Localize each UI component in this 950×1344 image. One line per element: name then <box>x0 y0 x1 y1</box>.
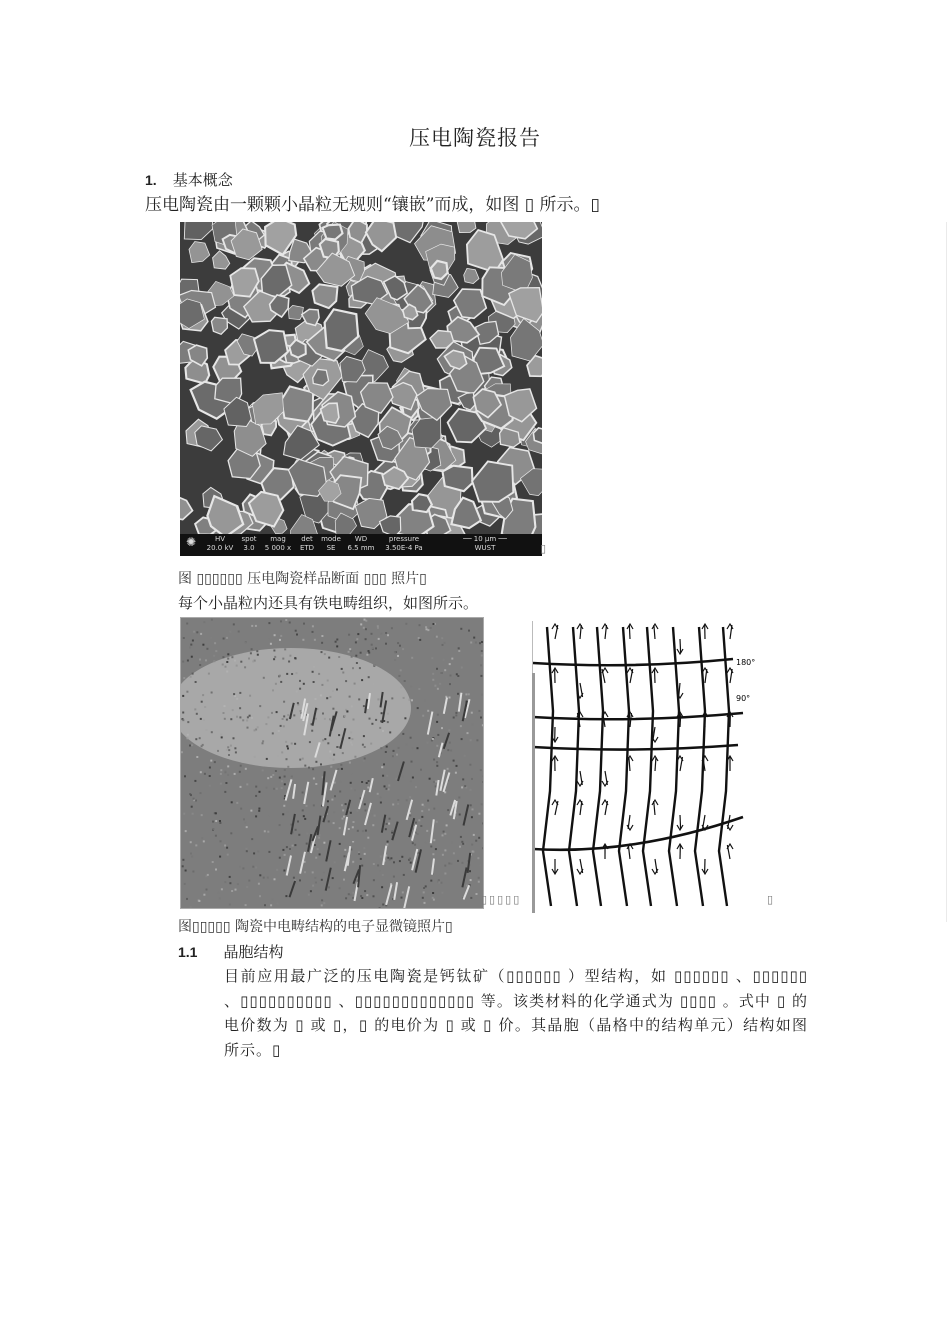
sem-value: 3.0 <box>243 544 255 552</box>
sem-value: ETD <box>299 544 315 552</box>
figure2-caption: 图▯▯▯▯▯ 陶瓷中电畴结构的电子显微镜照片▯ <box>178 919 453 935</box>
section-number: 1.1 <box>178 944 198 960</box>
sem-info-bar <box>180 534 542 556</box>
domain-sketch-diagram <box>532 621 774 911</box>
sem-label: WD <box>354 535 368 543</box>
page-edge-rule <box>946 222 947 922</box>
sem-label: pressure <box>388 535 420 543</box>
sem-micrograph-image <box>180 222 542 556</box>
sem-label: spot <box>241 535 257 543</box>
sem-label: det <box>301 535 313 543</box>
section-title: 基本概念 <box>172 171 233 189</box>
sem-value: 6.5 mm <box>347 544 375 552</box>
sem-value: WUST <box>474 544 496 552</box>
grain-texture <box>180 222 542 534</box>
sem-label: mode <box>321 535 341 543</box>
sem-value: 20.0 kV <box>206 544 234 552</box>
label-180: 180° <box>736 658 756 667</box>
page-title: 压电陶瓷报告 <box>409 126 541 150</box>
sem-value: 3.50E-4 Pa <box>385 544 423 552</box>
sem-label: mag <box>270 535 286 543</box>
sem-label: HV <box>214 535 226 543</box>
section-heading-1 <box>145 169 233 190</box>
figure1-marker: ▯ <box>540 542 547 555</box>
domain-micrograph-image <box>180 617 484 909</box>
section-heading-1-1 <box>178 941 283 962</box>
sem-value: SE <box>326 544 336 552</box>
paragraph-perovskite: 目前应用最广泛的压电陶瓷是钙钛矿（▯▯▯▯▯▯ ）型结构，如 ▯▯▯▯▯▯ 、▯▯▯▯▯▯ 、▯▯▯▯▯▯▯▯▯▯ 、▯▯▯▯▯▯▯▯▯▯▯▯▯ 等。该类材料的化学通式为 ▯▯▯▯ 。式中 ▯ 的电价数为 ▯ 或 ▯，▯ 的电价为 ▯ 或 ▯ 价。其晶胞（晶格中的结构单元）结构如图所示。▯ <box>224 967 808 1059</box>
section-title: 晶胞结构 <box>223 943 284 961</box>
figure2-trailing-mark: ▯ <box>767 893 774 906</box>
figure1-caption: 图 ▯▯▯▯▯▯ 压电陶瓷样品断面 ▯▯▯ 照片▯ <box>178 571 427 587</box>
sem-value: 5 000 x <box>264 544 292 552</box>
domain-grid-drawing <box>533 621 774 911</box>
paragraph-domains: 每个小晶粒内还具有铁电畴组织，如图所示。 <box>178 594 479 612</box>
fei-logo-icon: ✺ <box>185 535 197 549</box>
figure2-inline-mark: ▯▯▯▯▯ <box>481 893 522 906</box>
sketch-edge <box>532 673 535 913</box>
section-number: 1. <box>145 172 157 188</box>
paragraph-intro: 压电陶瓷由一颗颗小晶粒无规则“镶嵌”而成，如图 ▯ 所示。▯ <box>145 195 600 215</box>
label-90: 90° <box>736 694 751 703</box>
scale-bar: ── 10 μm ── <box>463 535 507 543</box>
domain-texture <box>181 618 483 908</box>
